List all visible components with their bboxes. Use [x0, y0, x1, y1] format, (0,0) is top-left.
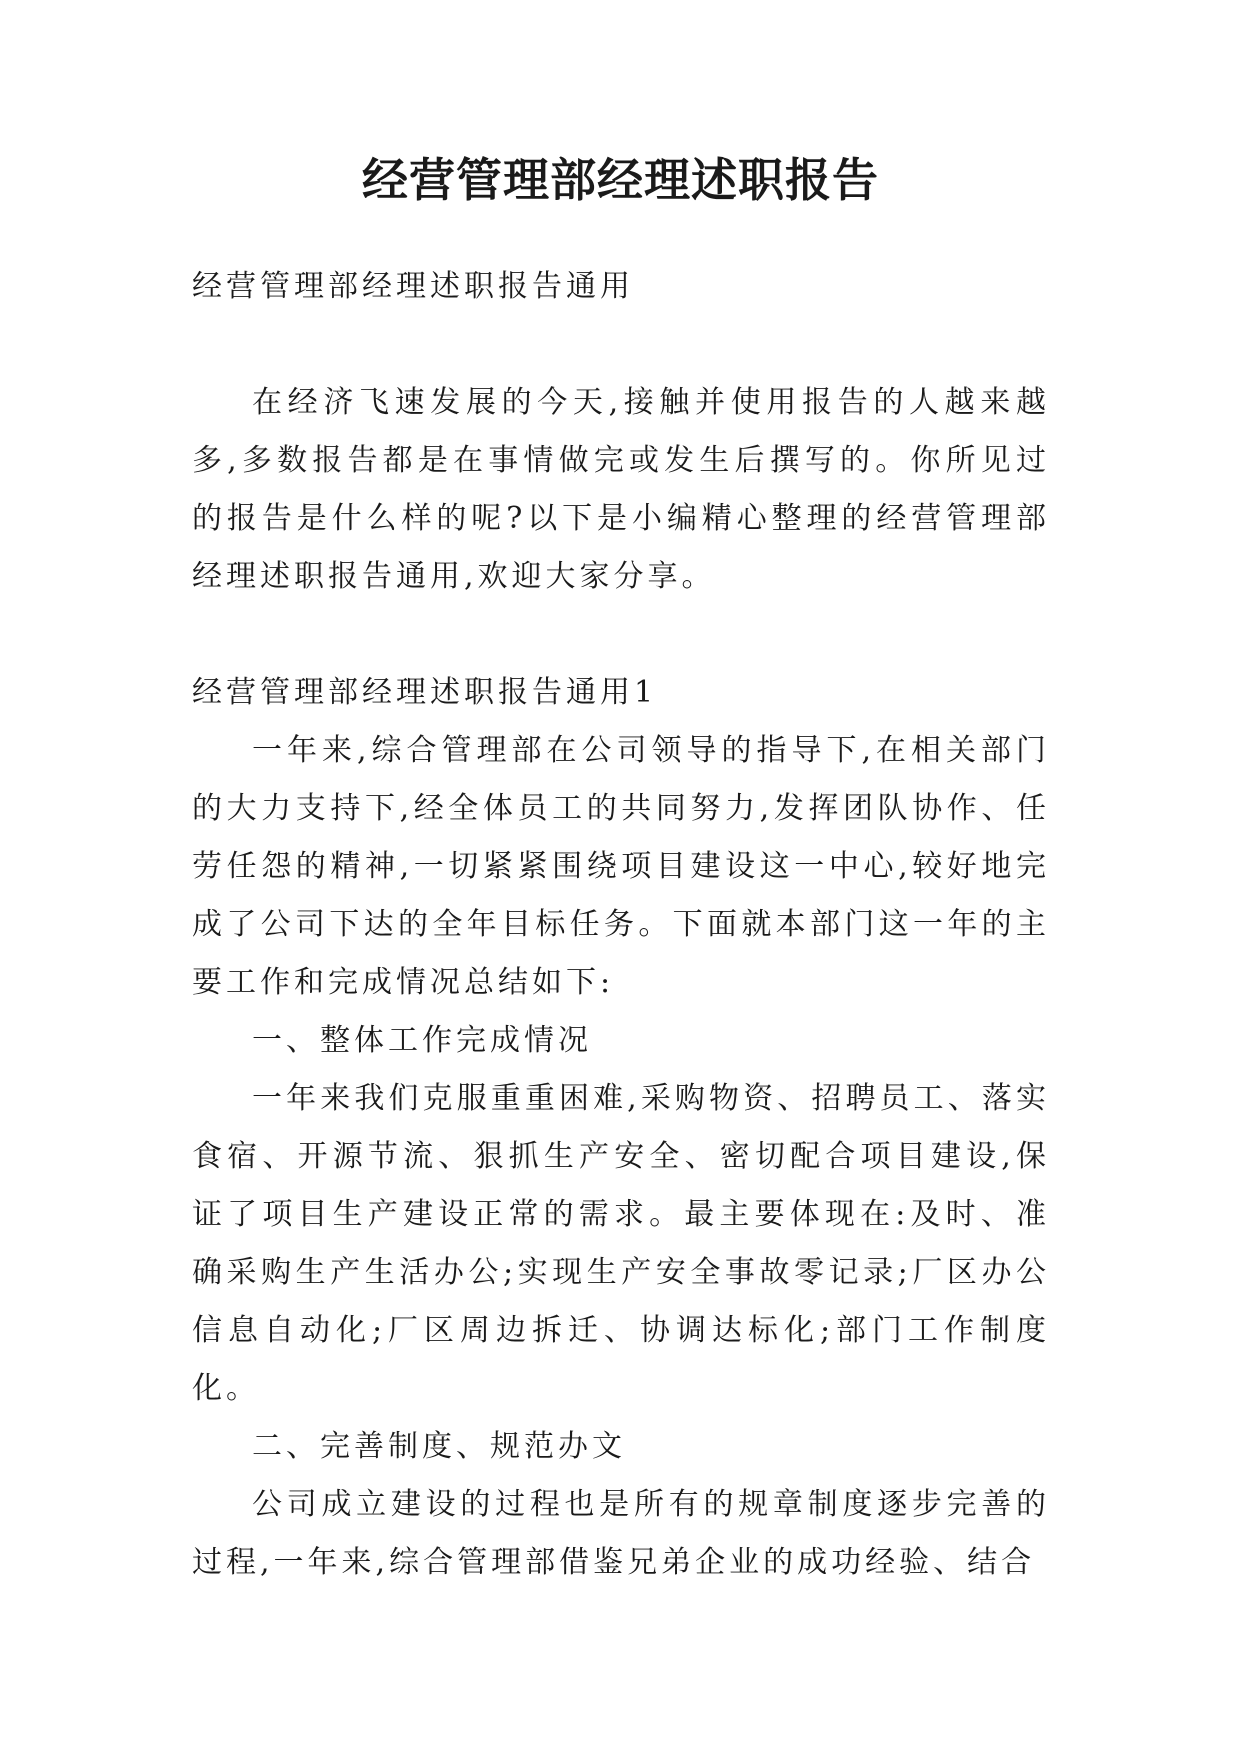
body-paragraph-2: 一年来我们克服重重困难,采购物资、招聘员工、落实食宿、开源节流、狠抓生产安全、密切配合项目建设,保证了项目生产建设正常的需求。最主要体现在:及时、准确采购生产生活办公;实现生产安全事故零记录;厂区办公信息自动化;厂区周边拆迁、协调达标化;部门工作制度化。 [192, 1081, 1050, 1406]
intro-paragraph: 在经济飞速发展的今天,接触并使用报告的人越来越多,多数报告都是在事情做完或发生后撰写的。你所见过的报告是什么样的呢?以下是小编精心整理的经营管理部经理述职报告通用,欢迎大家分享。 [192, 385, 1050, 594]
body-paragraph-1: 一年来,综合管理部在公司领导的指导下,在相关部门的大力支持下,经全体员工的共同努力,发挥团队协作、任劳任怨的精神,一切紧紧围绕项目建设这一中心,较好地完成了公司下达的全年目标任务。下面就本部门这一年的主要工作和完成情况总结如下: [192, 733, 1050, 1000]
heading-1: 一、整体工作完成情况 [252, 1023, 592, 1058]
document-body [192, 258, 1050, 1592]
heading-2: 二、完善制度、规范办文 [252, 1429, 626, 1464]
body-paragraph-3: 公司成立建设的过程也是所有的规章制度逐步完善的过程,一年来,综合管理部借鉴兄弟企业的成功经验、结合 [192, 1487, 1050, 1580]
document-subtitle: 经营管理部经理述职报告通用 [192, 269, 634, 304]
document-title: 经营管理部经理述职报告 [362, 153, 879, 207]
section-title: 经营管理部经理述职报告通用1 [192, 675, 658, 710]
